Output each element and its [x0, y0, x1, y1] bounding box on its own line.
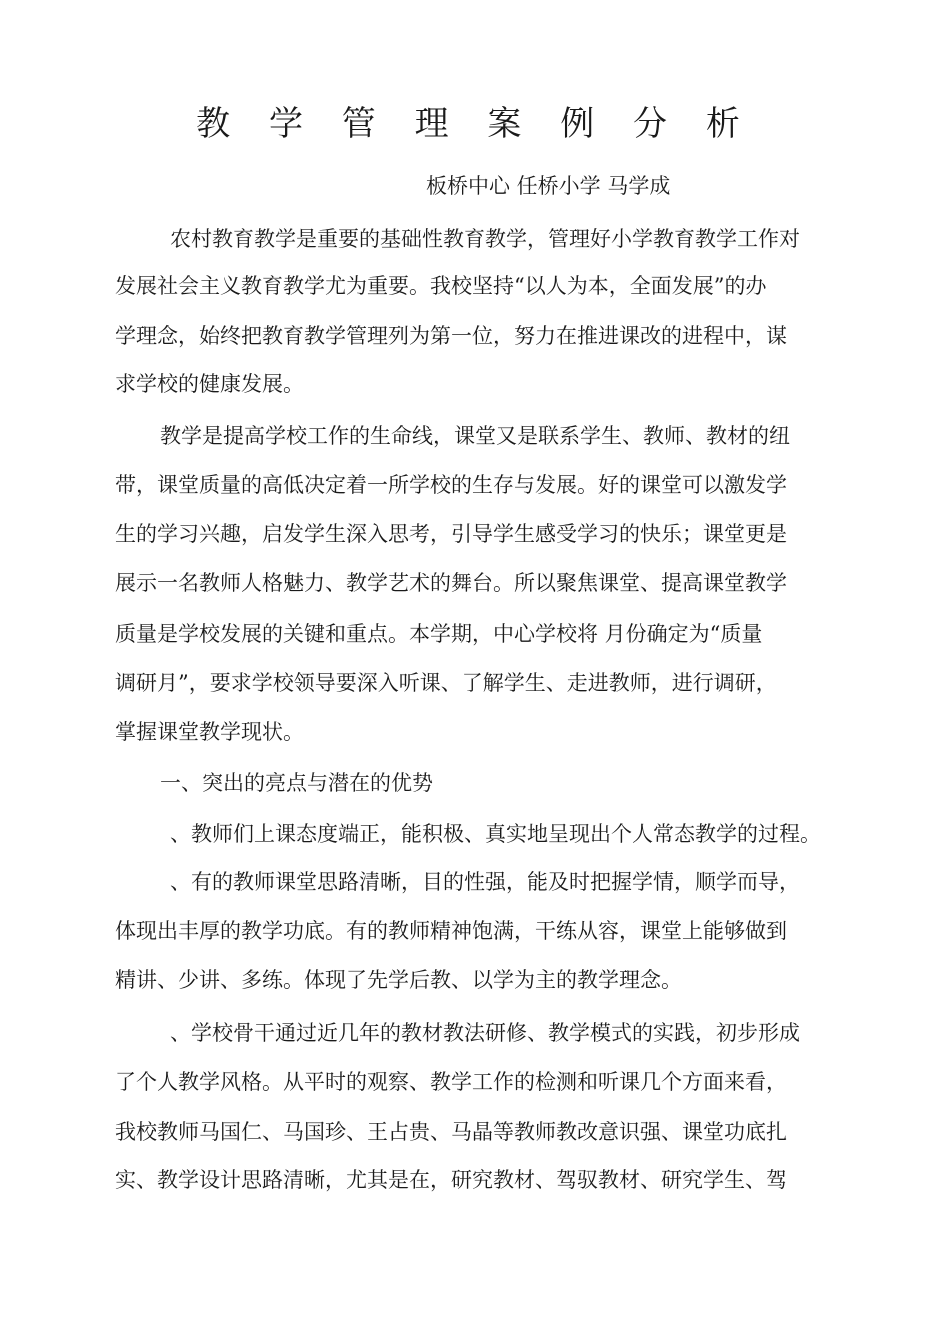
paragraph-line: 教学是提高学校工作的生命线，课堂又是联系学生、教师、教材的纽 [160, 424, 790, 448]
paragraph-line: 、教师们上课态度端正，能积极、真实地呈现出个人常态教学的过程。 [170, 822, 821, 846]
paragraph-line: 、学校骨干通过近几年的教材教法研修、教学模式的实践，初步形成 [170, 1021, 800, 1045]
paragraph-line: 、有的教师课堂思路清晰，目的性强，能及时把握学情，顺学而导， [170, 870, 800, 894]
paragraph-line: 展示一名教师人格魅力、教学艺术的舞台。所以聚焦课堂、提高课堂教学 [115, 571, 787, 595]
paragraph-line: 了个人教学风格。从平时的观察、教学工作的检测和听课几个方面来看， [115, 1070, 787, 1094]
paragraph-line: 我校教师马国仁、马国珍、王占贵、马晶等教师教改意识强、课堂功底扎 [115, 1120, 787, 1144]
paragraph-line: 农村教育教学是重要的基础性教育教学，管理好小学教育教学工作对 [170, 227, 800, 251]
paragraph-line: 掌握课堂教学现状。 [115, 720, 304, 744]
paragraph-line: 精讲、少讲、多练。体现了先学后教、以学为主的教学理念。 [115, 968, 682, 992]
paragraph-line: 发展社会主义教育教学尤为重要。我校坚持“以人为本，全面发展”的办 [115, 274, 767, 298]
paragraph-line: 生的学习兴趣，启发学生深入思考，引导学生感受学习的快乐；课堂更是 [115, 522, 787, 546]
paragraph-line: 质量是学校发展的关键和重点。本学期，中心学校将 月份确定为“质量 [115, 622, 763, 646]
section-heading: 一、突出的亮点与潜在的优势 [160, 771, 433, 795]
paragraph-line: 实、教学设计思路清晰，尤其是在，研究教材、驾驭教材、研究学生、驾 [115, 1168, 787, 1192]
paragraph-line: 带，课堂质量的高低决定着一所学校的生存与发展。好的课堂可以激发学 [115, 473, 787, 497]
document-title: 教 学 管 理 案 例 分 析 [196, 104, 754, 144]
paragraph-line: 求学校的健康发展。 [115, 372, 304, 396]
paragraph-line: 体现出丰厚的教学功底。有的教师精神饱满，干练从容，课堂上能够做到 [115, 919, 787, 943]
paragraph-line: 学理念，始终把教育教学管理列为第一位，努力在推进课改的进程中，谋 [115, 324, 787, 348]
author-line: 板桥中心 任桥小学 马学成 [426, 174, 671, 198]
paragraph-line: 调研月”，要求学校领导要深入听课、了解学生、走进教师，进行调研， [115, 671, 777, 695]
